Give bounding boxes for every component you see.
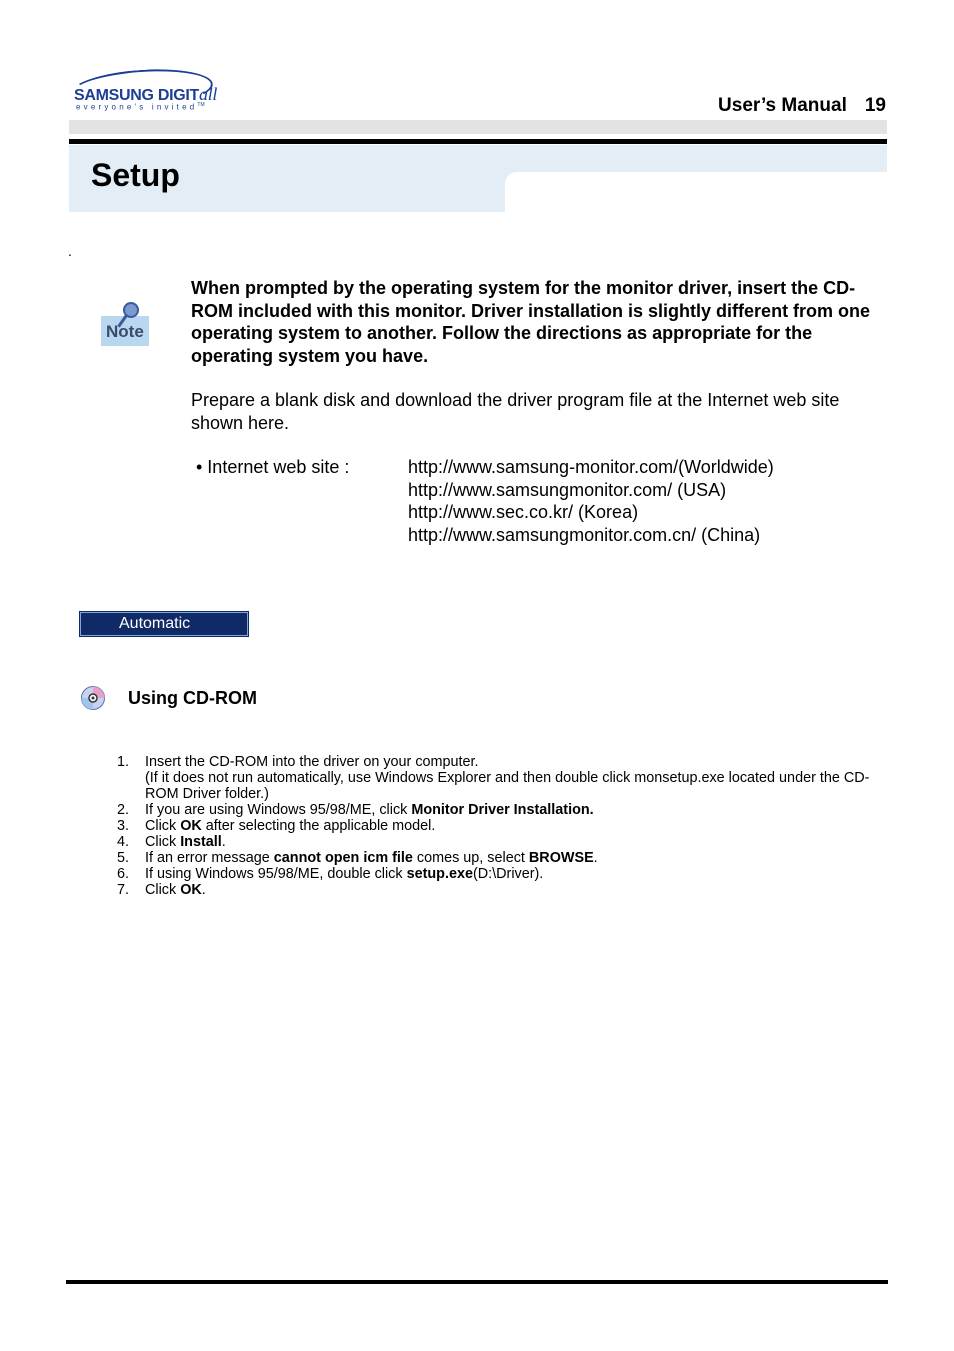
logo-wordmark: SAMSUNG DIGITall [74, 84, 218, 104]
note-bold-text: When prompted by the operating system for the monitor driver, insert the CD-ROM included with this monitor. Driver installation is slightly different from one operating system to another. Follow the directions as appropriate for the operating system you have. [191, 278, 871, 366]
list-item: 2. If you are using Windows 95/98/ME, click Monitor Driver Installation. [117, 802, 594, 818]
list-item: 4. Click Install. [117, 834, 226, 850]
page-number: 19 [864, 95, 886, 116]
list-item: 5. If an error message cannot open icm file comes up, select BROWSE. [117, 850, 598, 866]
cd-rom-title: Using CD-ROM [128, 688, 257, 708]
section-band-notch [505, 172, 887, 214]
logo-tagline: everyone's invited™ [76, 102, 205, 112]
manual-header [718, 95, 886, 117]
url-china[interactable]: http://www.samsungmonitor.com.cn/ (China) [408, 525, 761, 546]
section-title: Setup [91, 157, 180, 193]
footer-rule [66, 1280, 888, 1284]
list-item: 3. Click OK after selecting the applicable model. [117, 818, 436, 834]
list-item: 7. Click OK. [117, 882, 206, 898]
url-usa[interactable]: http://www.samsungmonitor.com/ (USA) [408, 479, 727, 500]
install-steps [117, 754, 892, 898]
automatic-button[interactable]: Automatic [80, 612, 248, 636]
pushpin-icon [123, 302, 139, 318]
list-item: 1. Insert the CD-ROM into the driver on your computer. (If it does not run automatically, use Windows Explorer and then double click monsetup.exe located under the CD-ROM Driver folder.) [117, 754, 870, 802]
prepare-text: Prepare a blank disk and download the driver program file at the Internet web site shown here. [191, 390, 840, 433]
cd-rom-icon [79, 685, 107, 711]
web-url-list [408, 456, 774, 547]
url-worldwide[interactable]: http://www.samsung-monitor.com/(Worldwide) [408, 457, 774, 477]
url-korea[interactable]: http://www.sec.co.kr/ (Korea) [408, 502, 639, 523]
header-grey-band [69, 120, 887, 134]
samsung-logo [70, 70, 218, 114]
note-icon-label: Note [106, 322, 144, 341]
stray-mark: . [68, 243, 72, 259]
header-rule [69, 139, 887, 144]
manual-title: User’s Manual [718, 95, 847, 116]
note-icon [101, 300, 151, 348]
list-item: 6. If using Windows 95/98/ME, double click setup.exe(D:\Driver). [117, 866, 544, 882]
web-site-label: • Internet web site : [196, 457, 350, 477]
